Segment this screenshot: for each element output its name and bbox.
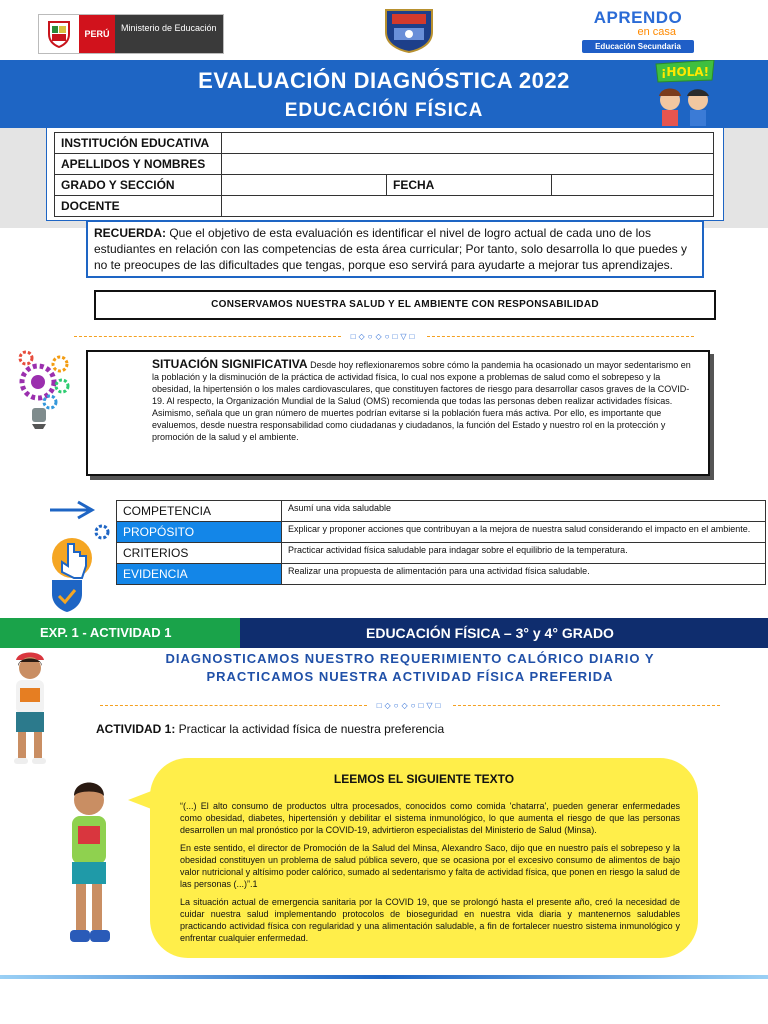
school-crest-icon [382,6,436,54]
diagnostic-title-line-2: PRACTICAMOS NUESTRA ACTIVIDAD FÍSICA PREFERIDA [206,669,614,684]
exp-grade-label: EDUCACIÓN FÍSICA – 3° y 4° GRADO [240,618,768,648]
leemos-text [180,800,680,950]
decorative-divider-2 [100,700,720,710]
target-hand-shield-icons [48,494,114,618]
actividad-line [96,722,444,736]
recuerda-label: RECUERDA: [94,226,166,240]
docente-field[interactable] [222,196,714,217]
peru-label: PERÚ [79,15,115,53]
fecha-label: FECHA [387,175,552,196]
evidencia-value: Realizar una propuesta de alimentación para una actividad física saludable. [282,564,766,585]
recuerda-box [86,220,704,278]
apellidos-field[interactable] [222,154,714,175]
boy-with-book-illustration [56,776,122,954]
student-info-table [54,132,714,217]
motto-box: CONSERVAMOS NUESTRA SALUD Y EL AMBIENTE CON RESPONSABILIDAD [94,290,716,320]
docente-label: DOCENTE [55,196,222,217]
actividad-text: Practicar la actividad física de nuestra preferencia [175,722,445,736]
institucion-label: INSTITUCIÓN EDUCATIVA [55,133,222,154]
criterios-label: CRITERIOS [117,543,282,564]
hola-kids-illustration [650,60,720,126]
page-title: EVALUACIÓN DIAGNÓSTICA 2022 [198,68,570,93]
decorative-divider [74,331,694,341]
shapes-icon: □◇○◇○□▽□ [350,331,418,341]
apellidos-label: APELLIDOS Y NOMBRES [55,154,222,175]
hola-text: ¡HOLA! [660,65,710,79]
shapes-icon: □◇○◇○□▽□ [376,700,444,710]
criterios-row [117,543,766,564]
recuerda-text: Que el objetivo de esta evaluación es identificar el nivel de logro actual de cada uno de los estudiantes en relación con las competencias de esta área curricular; Por tanto, solo desarrolla lo que puedes y no te preocupes de las dificultades que tengas, porque eso servirá para ayudarte a mejorar tus aprendizajes. [94,226,688,272]
proposito-label: PROPÓSITO [117,522,282,543]
aprendo-en-casa-logo [582,8,694,54]
situacion-heading: SITUACIÓN SIGNIFICATIVA [152,357,308,371]
criterios-value: Practicar actividad física saludable para indagar sobre el equilibrio de la temperatura. [282,543,766,564]
ministry-name: Ministerio de Educación [115,15,223,53]
aprendo-title: APRENDO [593,8,683,27]
leemos-paragraph-3: La situación actual de emergencia sanitaria por la COVID 19, que se prolongó hasta el presente año, creó la necesidad de cuidar nuestra salud implementando protocolos de bioseguridad en nuestra vida diaria y mantenernos saludables practicando actividad física con regularidad y una alimentación saludable, a fin de fortalecer nuestro sistema inmunológico y enfrentar cualquier enfermedad. [180,897,680,943]
leemos-title: LEEMOS EL SIGUIENTE TEXTO [333,772,515,786]
fecha-field[interactable] [552,175,714,196]
footer-line [0,975,768,979]
aprendo-level: Educación Secundaria [582,40,694,53]
competencia-row [117,501,766,522]
grado-label: GRADO Y SECCIÓN [55,175,222,196]
diagnostic-title [120,650,700,686]
proposito-value: Explicar y proponer acciones que contribuyan a la mejora de nuestra salud considerando el impacto en el ambiente. [282,522,766,543]
competencia-table [116,500,766,585]
competencia-label: COMPETENCIA [117,501,282,522]
leemos-paragraph-2: En este sentido, el director de Promoción de la Salud del Minsa, Alexandro Saco, dijo que en nuestro país el sobrepeso y la obesidad constituyen un problema de salud pública severo, que se ocasiona por el excesivo consumo de alimentos de bajo valor nutricional y altísimo poder calórico, sumado al sedentarismo y falta de actividad física, que ponen en riesgo la salud de las personas (...)”.1 [180,843,680,889]
leemos-paragraph-1: “(...) El alto consumo de productos ultra procesados, conocidos como comida 'chatarra', pueden generar enfermedades como obesidad, diabetes, hipertensión y debilitar el sistema inmunológico, lo que aumenta el riesgo de que las personas desarrollen un mal pronóstico por la COVID-19, advirtieron especialistas del Ministerio de Salud (Minsa). [180,801,680,835]
institucion-field[interactable] [222,133,714,154]
evidencia-label: EVIDENCIA [117,564,282,585]
page-subtitle: EDUCACIÓN FÍSICA [284,100,484,121]
situacion-text-2: Asimismo, señala que un gran número de muertes podrían evitarse si la población fuera más activa. Por ello, es importante que evaluemos, desde nuestra responsabilidad como ciudadanas y ciudadanos, la función del Estado y nuestro rol en la protección y promoción de la salud y el ambiente. [152,408,666,442]
grado-field[interactable] [222,175,387,196]
aprendo-en-casa: en casa [637,26,676,38]
diagnostic-title-line-1: DIAGNOSTICAMOS NUESTRO REQUERIMIENTO CALÓRICO DIARIO Y [165,651,655,666]
situacion-text-1: Desde hoy reflexionaremos sobre cómo la pandemia ha ocasionado un mayor sedentarismo en la población y la disminución de la práctica de actividad física, lo cual nos expone a problemas de salud como el sobrepeso y la obesidad, la hipertensión o los males cardiovasculares, que constituyen factores de riesgo para desarrollar casos graves de la COVID-19. Al respecto, la Organización Mundial de la Salud (OMS) recomienda que todas las personas deben realizar actividades físicas. [152,360,691,406]
competencia-value: Asumí una vida saludable [282,501,766,522]
proposito-row [117,522,766,543]
speech-bubble-tail [128,790,154,810]
evidencia-row [117,564,766,585]
actividad-label: ACTIVIDAD 1: [96,722,176,736]
peru-shield-icon [39,15,79,53]
minedu-logo [38,14,224,54]
gears-lightbulb-icon [16,346,72,430]
situacion-significativa-box [86,350,710,476]
girl-with-book-illustration [4,650,56,770]
exp-activity-label: EXP. 1 - ACTIVIDAD 1 [0,618,240,648]
